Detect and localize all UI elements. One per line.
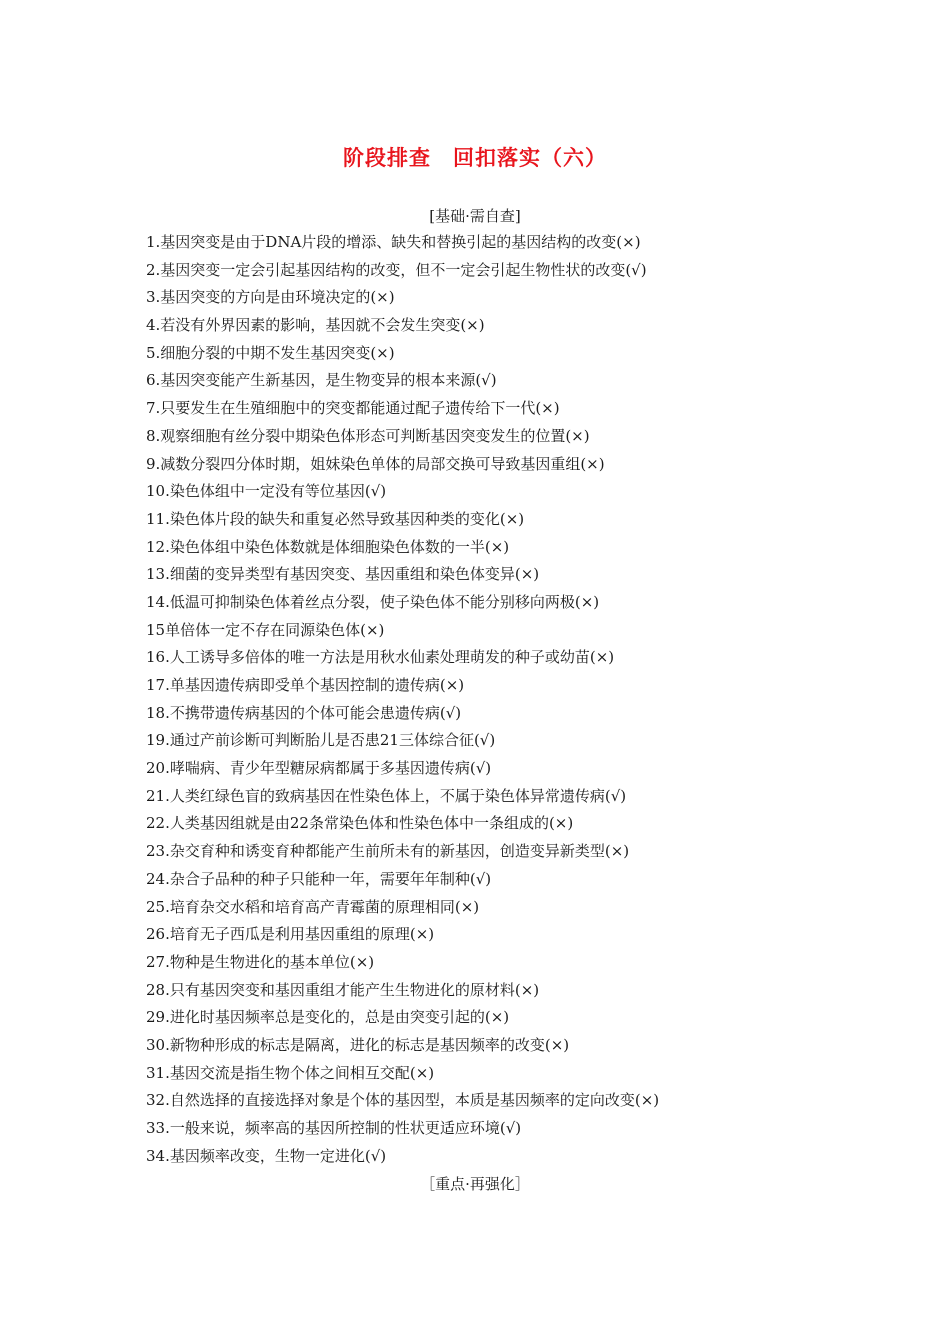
list-item: 34.基因频率改变，生物一定进化(√) [146, 1146, 387, 1165]
section-heading-basic: [基础·需自查] [429, 207, 521, 225]
list-item: 20.哮喘病、青少年型糖尿病都属于多基因遗传病(√) [146, 759, 492, 778]
list-item: 27.物种是生物进化的基本单位(×) [146, 952, 375, 971]
list-item: 21.人类红绿色盲的致病基因在性染色体上，不属于染色体异常遗传病(√) [146, 786, 627, 805]
list-item: 6.基因突变能产生新基因，是生物变异的根本来源(√) [146, 371, 497, 390]
list-item: 4.若没有外界因素的影响，基因就不会发生突变(×) [146, 316, 485, 335]
list-item: 25.培育杂交水稻和培育高产青霉菌的原理相同(×) [146, 897, 480, 916]
list-item: 13.细菌的变异类型有基因突变、基因重组和染色体变异(×) [146, 565, 540, 584]
list-item: 29.进化时基因频率总是变化的，总是由突变引起的(×) [146, 1008, 510, 1027]
list-item: 23.杂交育种和诱变育种都能产生前所未有的新基因，创造变异新类型(×) [146, 842, 630, 861]
list-item: 28.只有基因突变和基因重组才能产生生物进化的原材料(×) [146, 980, 540, 999]
list-item: 9.减数分裂四分体时期，姐妹染色单体的局部交换可导致基因重组(×) [146, 454, 605, 473]
list-item: 17.单基因遗传病即受单个基因控制的遗传病(×) [146, 676, 465, 694]
list-item: 19.通过产前诊断可判断胎儿是否患21三体综合征(√) [146, 731, 496, 750]
list-item: 16.人工诱导多倍体的唯一方法是用秋水仙素处理萌发的种子或幼苗(×) [146, 648, 615, 667]
list-item: 3.基因突变的方向是由环境决定的(×) [146, 288, 395, 307]
list-item: 22.人类基因组就是由22条常染色体和性染色体中一条组成的(×) [146, 814, 574, 833]
list-item: 8.观察细胞有丝分裂中期染色体形态可判断基因突变发生的位置(×) [146, 426, 590, 445]
list-item: 15单倍体一定不存在同源染色体(×) [146, 620, 385, 639]
section-heading-key: ［重点·再强化］ [420, 1175, 530, 1193]
list-item: 10.染色体组中一定没有等位基因(√) [146, 482, 387, 501]
list-item: 12.染色体组中染色体数就是体细胞染色体数的一半(×) [146, 537, 510, 556]
list-item: 7.只要发生在生殖细胞中的突变都能通过配子遗传给下一代(×) [146, 399, 560, 418]
list-item: 2.基因突变一定会引起基因结构的改变，但不一定会引起生物性状的改变(√) [146, 260, 647, 279]
list-item: 32.自然选择的直接选择对象是个体的基因型，本质是基因频率的定向改变(×) [146, 1091, 660, 1110]
list-item: 24.杂合子品种的种子只能种一年，需要年年制种(√) [146, 869, 492, 888]
list-item: 5.细胞分裂的中期不发生基因突变(×) [146, 343, 395, 362]
list-item: 33.一般来说，频率高的基因所控制的性状更适应环境(√) [146, 1119, 522, 1137]
list-item: 14.低温可抑制染色体着丝点分裂，使子染色体不能分别移向两极(×) [146, 592, 600, 611]
list-item: 18.不携带遗传病基因的个体可能会患遗传病(√) [146, 703, 462, 722]
list-item: 31.基因交流是指生物个体之间相互交配(×) [146, 1063, 435, 1082]
list-item: 30.新物种形成的标志是隔离，进化的标志是基因频率的改变(×) [146, 1035, 570, 1054]
page-title: 阶段排查 回扣落实（六） [343, 146, 607, 170]
list-item: 26.培育无子西瓜是利用基因重组的原理(×) [146, 925, 435, 944]
statement-list [146, 229, 846, 1170]
list-item: 11.染色体片段的缺失和重复必然导致基因种类的变化(×) [146, 509, 525, 528]
list-item: 1.基因突变是由于DNA片段的增添、缺失和替换引起的基因结构的改变(×) [146, 233, 641, 251]
